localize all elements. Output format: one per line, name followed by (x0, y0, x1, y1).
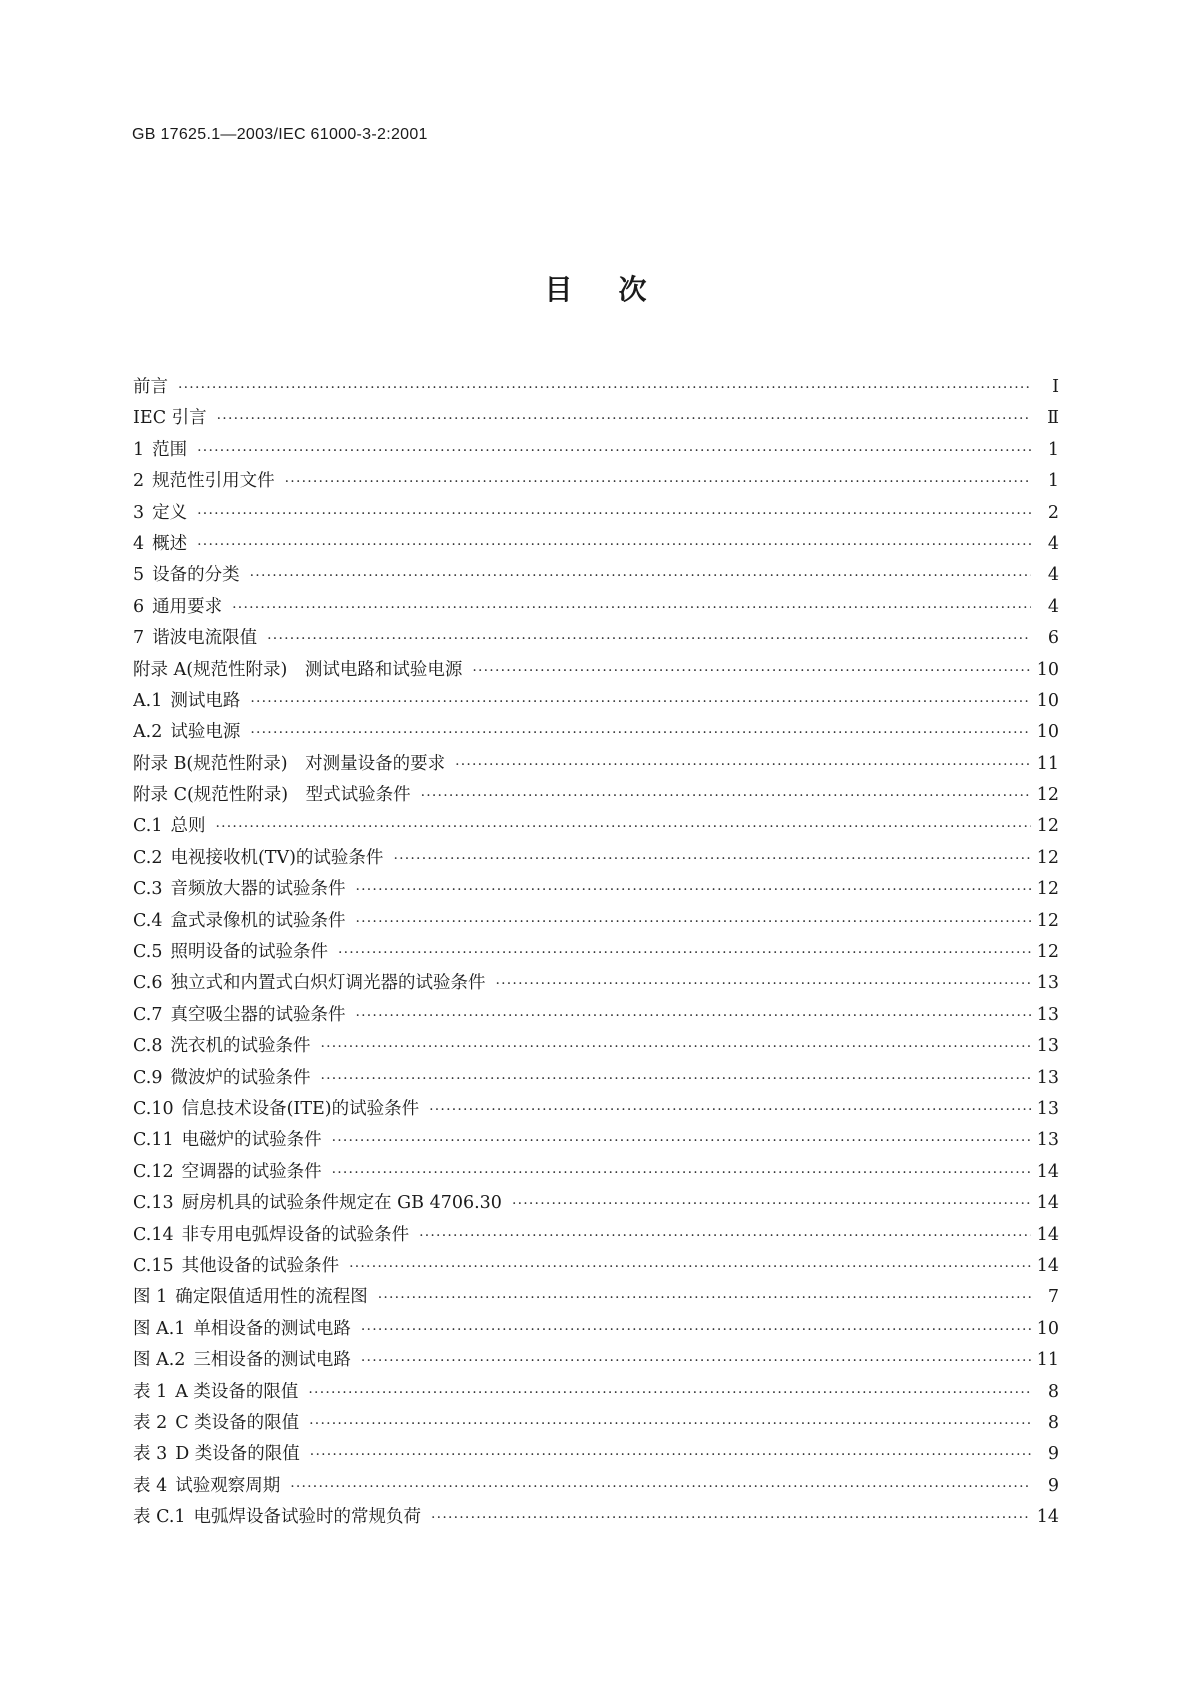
toc-entry-page-number: 13 (1036, 1098, 1059, 1119)
toc-entry-number: 图 A.2 (133, 1350, 186, 1371)
toc-entry[interactable] (133, 467, 1059, 498)
toc-entry-label (133, 1032, 320, 1057)
toc-entry[interactable] (133, 1189, 1059, 1220)
toc-entry-label (133, 436, 197, 461)
toc-dot-leader (361, 1353, 1031, 1369)
toc-entry-label (133, 1503, 431, 1528)
toc-entry-title: A 类设备的限值 (175, 1381, 299, 1402)
toc-dot-leader (320, 1071, 1030, 1087)
toc-entry-page-number: 12 (1036, 879, 1059, 900)
toc-entry-label (133, 1315, 361, 1340)
toc-entry-page-number: 13 (1036, 1036, 1059, 1057)
toc-entry[interactable] (133, 1158, 1059, 1189)
toc-entry-page-number: 13 (1036, 1130, 1059, 1151)
page-title: 目次 (544, 273, 693, 306)
toc-entry-title: 电弧焊设备试验时的常规负荷 (193, 1507, 422, 1528)
toc-entry[interactable] (133, 844, 1059, 875)
toc-entry-page-number: 7 (1047, 1287, 1059, 1308)
toc-entry-number: 6 (133, 596, 145, 617)
toc-entry-label (133, 875, 355, 900)
toc-entry-label (133, 1158, 332, 1183)
toc-entry-label (133, 593, 232, 618)
toc-entry-number: C.11 (133, 1130, 174, 1151)
toc-entry-label (133, 1440, 310, 1465)
toc-entry-label (133, 1252, 349, 1277)
toc-entry[interactable] (133, 969, 1059, 1000)
toc-entry-page-number: 1 (1047, 439, 1059, 460)
toc-entry-title: 试验电源 (170, 722, 241, 743)
toc-entry-number: C.13 (133, 1193, 174, 1214)
toc-entry-page-number: 9 (1047, 1475, 1059, 1496)
toc-dot-leader (267, 631, 1031, 647)
toc-entry-number: 7 (133, 628, 145, 649)
toc-entry-label (133, 1126, 332, 1151)
toc-dot-leader (355, 914, 1030, 930)
toc-entry-title: 规范性引用文件 (152, 471, 275, 492)
toc-entry-title: 真空吸尘器的试验条件 (170, 1004, 346, 1025)
toc-entry-label (133, 1346, 361, 1371)
toc-entry-label (133, 969, 495, 994)
toc-entry-page-number: 2 (1047, 502, 1059, 523)
toc-dot-leader (455, 757, 1031, 773)
toc-entry-title: D 类设备的限值 (175, 1444, 300, 1465)
toc-entry[interactable] (133, 1472, 1059, 1503)
toc-dot-leader (320, 1039, 1030, 1055)
toc-entry-label (133, 1095, 429, 1120)
toc-entry-title: 独立式和内置式白炽灯调光器的试验条件 (170, 973, 486, 994)
toc-entry-number: C.9 (133, 1067, 163, 1088)
toc-entry-number: C.6 (133, 973, 163, 994)
toc-entry-page-number: 12 (1036, 816, 1059, 837)
toc-entry-number: 表 1 (133, 1381, 168, 1402)
toc-entry[interactable] (133, 1440, 1059, 1471)
toc-entry[interactable] (133, 1252, 1059, 1283)
toc-dot-leader (338, 945, 1031, 961)
toc-entry-label (133, 656, 472, 681)
toc-entry[interactable] (133, 938, 1059, 969)
toc-entry-label (133, 718, 250, 743)
toc-entry[interactable] (133, 1283, 1059, 1314)
toc-entry-title: 附录 A(规范性附录) 测试电路和试验电源 (133, 659, 463, 680)
toc-entry-label (133, 1472, 290, 1497)
toc-entry[interactable] (133, 530, 1059, 561)
toc-entry-label (133, 1064, 320, 1089)
toc-entry[interactable] (133, 1221, 1059, 1252)
toc-entry-page-number: 14 (1036, 1193, 1059, 1214)
toc-entry-page-number: 1 (1047, 471, 1059, 492)
toc-entry-title: 设备的分类 (152, 565, 240, 586)
toc-entry-number: 表 2 (133, 1412, 168, 1433)
toc-entry[interactable] (133, 404, 1059, 435)
toc-entry[interactable] (133, 907, 1059, 938)
toc-entry-label (133, 373, 178, 398)
toc-entry-label (133, 530, 197, 555)
toc-entry-title: 附录 C(规范性附录) 型式试验条件 (133, 785, 411, 806)
toc-dot-leader (310, 1447, 1031, 1463)
toc-entry-page-number: Ⅰ (1052, 377, 1059, 397)
toc-entry[interactable] (133, 1095, 1059, 1126)
toc-entry-number: 表 C.1 (133, 1507, 186, 1528)
toc-entry[interactable] (133, 1315, 1059, 1346)
toc-entry-label (133, 1378, 308, 1403)
toc-dot-leader (215, 819, 1030, 835)
toc-dot-leader (285, 474, 1031, 490)
toc-entry-label (133, 938, 338, 963)
toc-entry-title: 三相设备的测试电路 (193, 1350, 351, 1371)
toc-entry-label (133, 907, 355, 932)
toc-entry-title: 其他设备的试验条件 (181, 1255, 340, 1276)
toc-dot-leader (232, 600, 1031, 616)
toc-entry-page-number: 14 (1036, 1161, 1059, 1182)
toc-entry-label (133, 404, 217, 429)
toc-entry-number: 图 A.1 (133, 1318, 186, 1339)
toc-entry-number: C.2 (133, 847, 163, 868)
toc-entry-page-number: 10 (1036, 722, 1059, 743)
toc-entry-number: C.3 (133, 879, 163, 900)
toc-entry-label (133, 1409, 309, 1434)
toc-entry-title: 测试电路 (170, 690, 241, 711)
toc-entry-title: 定义 (152, 502, 188, 523)
toc-entry-label (133, 467, 285, 492)
toc-entry-page-number: 12 (1036, 942, 1059, 963)
toc-entry-label (133, 750, 455, 775)
toc-entry[interactable] (133, 624, 1059, 655)
toc-entry-page-number: 14 (1036, 1507, 1059, 1528)
toc-entry-page-number: 12 (1036, 910, 1059, 931)
toc-entry-title: 附录 B(规范性附录) 对测量设备的要求 (133, 753, 446, 774)
toc-dot-leader (472, 663, 1030, 679)
toc-entry-number: 1 (133, 439, 145, 460)
toc-dot-leader (250, 725, 1030, 741)
toc-entry-page-number: 13 (1036, 1067, 1059, 1088)
toc-entry-label (133, 1189, 512, 1214)
toc-entry-label (133, 844, 393, 869)
toc-entry[interactable] (133, 718, 1059, 749)
toc-entry-number: C.1 (133, 816, 163, 837)
toc-entry[interactable] (133, 593, 1059, 624)
toc-entry-page-number: 8 (1047, 1412, 1059, 1433)
toc-dot-leader (429, 1102, 1031, 1118)
toc-dot-leader (332, 1133, 1031, 1149)
toc-entry[interactable] (133, 875, 1059, 906)
toc-dot-leader (355, 1008, 1030, 1024)
toc-entry-number: C.14 (133, 1224, 174, 1245)
toc-entry-title: IEC 引言 (133, 408, 207, 429)
document-standard-number: GB 17625.1—2003/IEC 61000-3-2:2001 (132, 126, 428, 143)
toc-entry-number: C.8 (133, 1036, 163, 1057)
toc-entry-title: 电磁炉的试验条件 (181, 1130, 322, 1151)
toc-entry-number: C.12 (133, 1161, 174, 1182)
toc-entry-number: 3 (133, 502, 145, 523)
toc-dot-leader (419, 1228, 1031, 1244)
toc-dot-leader (421, 788, 1031, 804)
toc-entry-title: 确定限值适用性的流程图 (175, 1287, 368, 1308)
toc-entry-title: C 类设备的限值 (175, 1412, 300, 1433)
toc-dot-leader (512, 1196, 1031, 1212)
toc-entry[interactable] (133, 781, 1059, 812)
toc-dot-leader (378, 1290, 1031, 1306)
toc-entry-page-number: 9 (1047, 1444, 1059, 1465)
toc-entry[interactable] (133, 1064, 1059, 1095)
toc-entry[interactable] (133, 1378, 1059, 1409)
toc-entry-title: 单相设备的测试电路 (193, 1318, 351, 1339)
toc-entry-label (133, 1283, 378, 1308)
toc-entry-title: 盒式录像机的试验条件 (170, 910, 346, 931)
toc-dot-leader (250, 568, 1031, 584)
toc-entry-title: 试验观察周期 (175, 1475, 281, 1496)
toc-entry-page-number: 10 (1036, 1318, 1059, 1339)
toc-entry-page-number: 11 (1036, 753, 1059, 774)
toc-entry[interactable] (133, 1409, 1059, 1440)
toc-entry-page-number: 4 (1047, 596, 1059, 617)
toc-dot-leader (332, 1165, 1031, 1181)
toc-entry-title: 厨房机具的试验条件规定在 GB 4706.30 (181, 1193, 502, 1214)
toc-dot-leader (349, 1259, 1031, 1275)
toc-entry-title: 总则 (170, 816, 206, 837)
table-of-contents (133, 373, 1059, 1534)
toc-entry-number: C.5 (133, 942, 163, 963)
toc-dot-leader (178, 380, 1031, 396)
toc-entry-page-number: 4 (1047, 565, 1059, 586)
toc-entry-label (133, 687, 250, 712)
toc-entry-title: 照明设备的试验条件 (170, 942, 328, 963)
toc-entry-number: 5 (133, 565, 145, 586)
toc-entry-page-number: Ⅱ (1047, 408, 1059, 429)
toc-entry-label (133, 561, 250, 586)
toc-entry-label (133, 624, 267, 649)
toc-entry-page-number: 10 (1036, 690, 1059, 711)
toc-dot-leader (355, 882, 1030, 898)
toc-dot-leader (217, 411, 1031, 427)
toc-dot-leader (431, 1510, 1031, 1526)
toc-entry-page-number: 11 (1036, 1350, 1059, 1371)
toc-entry[interactable] (133, 812, 1059, 843)
toc-entry-page-number: 12 (1036, 785, 1059, 806)
toc-entry-page-number: 13 (1036, 973, 1059, 994)
toc-entry-title: 通用要求 (152, 596, 223, 617)
toc-entry-label (133, 781, 421, 806)
toc-entry-number: 4 (133, 533, 145, 554)
toc-entry[interactable] (133, 561, 1059, 592)
toc-entry-number: C.7 (133, 1004, 163, 1025)
toc-entry-page-number: 14 (1036, 1224, 1059, 1245)
toc-entry-label (133, 812, 215, 837)
toc-entry-page-number: 10 (1036, 659, 1059, 680)
toc-entry-number: 图 1 (133, 1287, 168, 1308)
toc-entry-number: 表 4 (133, 1475, 168, 1496)
toc-dot-leader (308, 1385, 1031, 1401)
toc-entry-page-number: 4 (1047, 533, 1059, 554)
toc-entry[interactable] (133, 687, 1059, 718)
toc-entry[interactable] (133, 750, 1059, 781)
toc-entry-title: 空调器的试验条件 (181, 1161, 322, 1182)
toc-entry-label (133, 499, 197, 524)
toc-dot-leader (393, 851, 1030, 867)
toc-entry-number: C.15 (133, 1255, 174, 1276)
toc-entry-label (133, 1001, 355, 1026)
toc-entry[interactable] (133, 656, 1059, 687)
toc-entry[interactable] (133, 373, 1059, 404)
toc-entry[interactable] (133, 1001, 1059, 1032)
toc-entry[interactable] (133, 499, 1059, 530)
toc-entry-title: 前言 (133, 377, 168, 397)
toc-entry-number: A.1 (133, 690, 163, 711)
toc-entry-page-number: 14 (1036, 1255, 1059, 1276)
toc-entry-page-number: 13 (1036, 1004, 1059, 1025)
toc-dot-leader (197, 537, 1031, 553)
toc-dot-leader (309, 1416, 1031, 1432)
toc-entry-label (133, 1221, 419, 1246)
toc-entry-title: 音频放大器的试验条件 (170, 879, 346, 900)
toc-entry[interactable] (133, 1032, 1059, 1063)
toc-dot-leader (197, 506, 1031, 522)
toc-dot-leader (495, 976, 1030, 992)
toc-entry-title: 微波炉的试验条件 (170, 1067, 311, 1088)
toc-entry[interactable] (133, 436, 1059, 467)
toc-entry[interactable] (133, 1126, 1059, 1157)
toc-entry[interactable] (133, 1346, 1059, 1377)
toc-entry-page-number: 12 (1036, 847, 1059, 868)
toc-entry-title: 电视接收机(TV)的试验条件 (170, 847, 384, 868)
toc-dot-leader (361, 1322, 1031, 1338)
toc-entry-page-number: 8 (1047, 1381, 1059, 1402)
toc-entry-title: 非专用电弧焊设备的试验条件 (181, 1224, 410, 1245)
toc-entry-number: 2 (133, 471, 145, 492)
toc-entry-page-number: 6 (1047, 628, 1059, 649)
toc-entry-number: A.2 (133, 722, 163, 743)
toc-entry-title: 概述 (152, 533, 188, 554)
toc-entry-title: 谐波电流限值 (152, 628, 258, 649)
toc-dot-leader (197, 443, 1031, 459)
toc-entry-number: C.10 (133, 1098, 174, 1119)
toc-entry-title: 信息技术设备(ITE)的试验条件 (181, 1098, 420, 1119)
toc-entry-title: 范围 (152, 439, 188, 460)
toc-entry-number: C.4 (133, 910, 163, 931)
toc-entry-number: 表 3 (133, 1444, 168, 1465)
toc-dot-leader (290, 1479, 1031, 1495)
toc-entry-title: 洗衣机的试验条件 (170, 1036, 311, 1057)
toc-dot-leader (250, 694, 1030, 710)
toc-entry[interactable] (133, 1503, 1059, 1534)
